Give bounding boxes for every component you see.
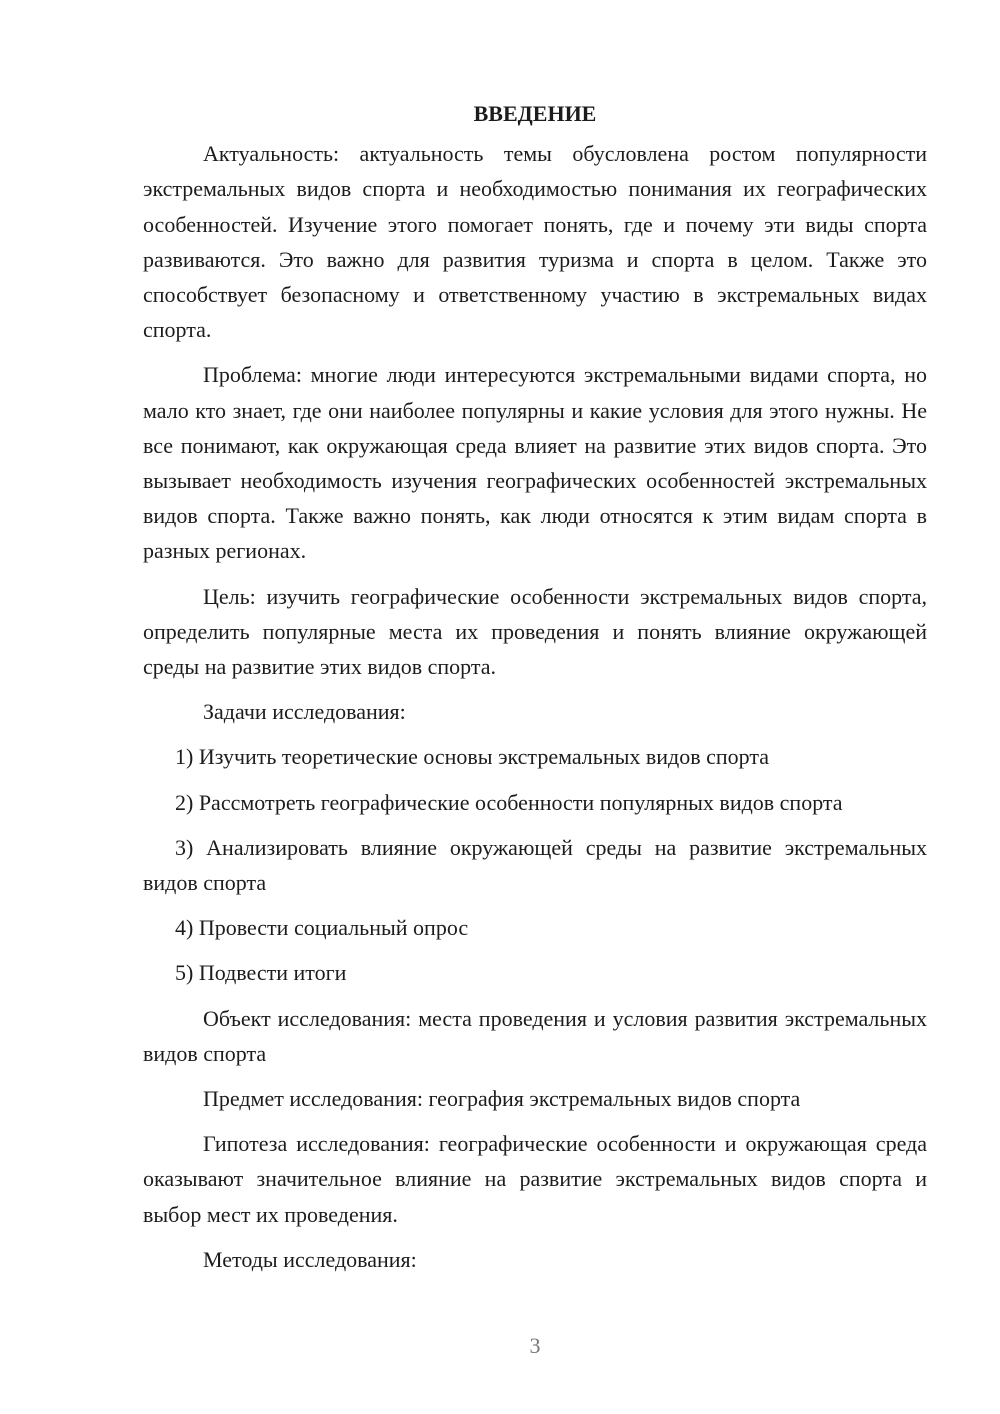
task-item-2: 2) Рассмотреть географические особенности популярных видов спорта	[175, 789, 843, 815]
paragraph-relevance: Актуальность: актуальность темы обусловлена ростом популярности экстремальных видов спорта и необходимостью понимания их географических особенностей. Изучение этого помогает понять, где и почему эти виды спорта развиваются. Это важно для развития туризма и спорта в целом. Также это способствует безопасному и ответственному участию в экстремальных видах спорта.	[143, 141, 927, 343]
task-item-4: 4) Провести социальный опрос	[175, 915, 469, 941]
task-item-1: 1) Изучить теоретические основы экстремальных видов спорта	[175, 744, 770, 770]
paragraph-subject: Предмет исследования: география экстремальных видов спорта	[203, 1086, 801, 1112]
paragraph-methods: Методы исследования:	[203, 1246, 417, 1272]
paragraph-object: Объект исследования: места проведения и условия развития экстремальных видов спорта	[143, 1005, 927, 1066]
paragraph-problem: Проблема: многие люди интересуются экстремальными видами спорта, но мало кто знает, где они наиболее популярны и какие условия для этого нужны. Не все понимают, как окружающая среда влияет на развитие этих видов спорта. Это вызывает необходимость изучения географических особенностей экстремальных видов спорта. Также важно понять, как люди относятся к этим видам спорта в разных регионах.	[143, 362, 927, 564]
paragraph-goal: Цель: изучить географические особенности экстремальных видов спорта, определить популярные места их проведения и понять влияние окружающей среды на развитие этих видов спорта.	[143, 583, 927, 680]
task-item-3: 3) Анализировать влияние окружающей среды на развитие экстремальных видов спорта	[143, 834, 927, 896]
paragraph-tasks-heading: Задачи исследования:	[203, 699, 406, 725]
task-item-5: 5) Подвести итоги	[175, 960, 347, 986]
page-content	[143, 96, 927, 1287]
page-title: ВВЕДЕНИЕ	[473, 101, 597, 126]
paragraph-hypothesis: Гипотеза исследования: географические особенности и окружающая среда оказывают значительное влияние на развитие экстремальных видов спорта и выбор мест их проведения.	[143, 1131, 927, 1227]
page-number: 3	[529, 1333, 541, 1358]
